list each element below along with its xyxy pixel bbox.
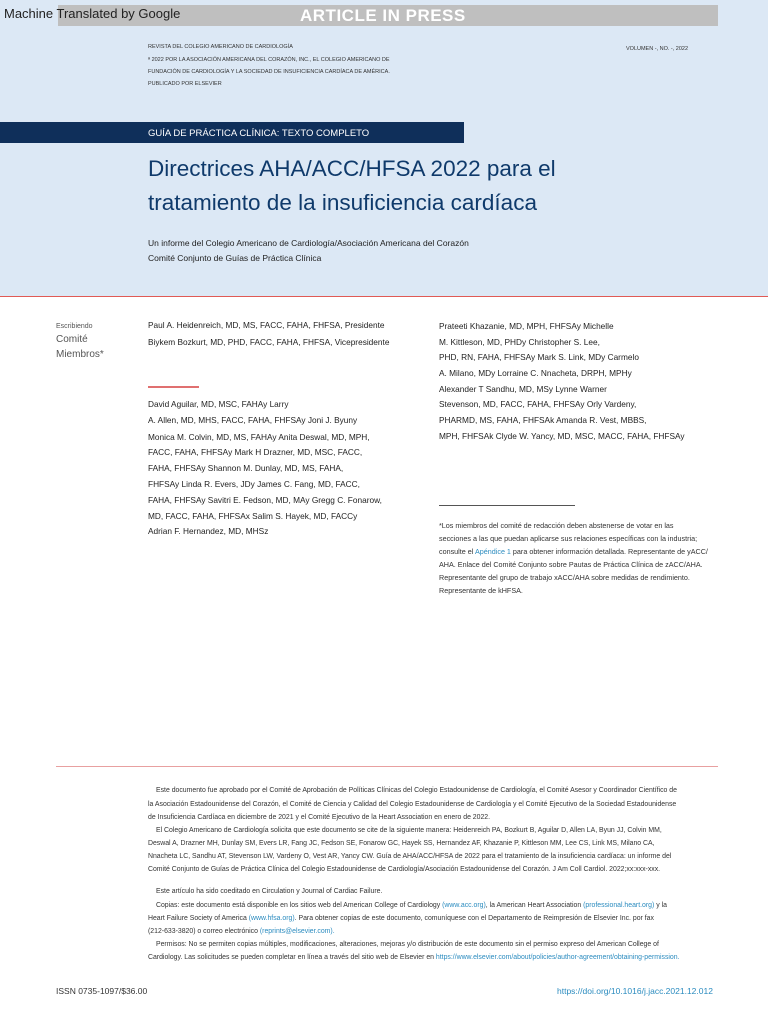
permissions-link[interactable]: https://www.elsevier.com/about/policies/author-agreement/obtaining-permission. [435, 954, 680, 961]
footnote-line: Comité Conjunto de Guías de Práctica Clínica del Colegio Estadounidense de Cardiología/Asociación Estadounidense del Corazón. J Am Coll Cardiol. 2022;xx:xxx-xxx. [148, 866, 661, 873]
member-line: Stevenson, MD, FACC, FAHA, FHFSAy Orly Vardeny, [439, 399, 637, 409]
footnote-line: Este artículo ha sido coeditado en Circulation y Journal of Cardiac Failure. [156, 888, 383, 895]
member-line: Adrian F. Hernandez, MD, MHSz [148, 526, 269, 536]
member-line: MD, FACC, FAHA, FHFSAx Salim S. Hayek, MD, FACCy [148, 511, 358, 521]
note-line: secciones a las que puedan aplicarse sus relaciones específicas con la industria; [439, 534, 698, 543]
member-line: Alexander T Sandhu, MD, MSy Lynne Warner [439, 384, 607, 394]
footnote-line: de Insuficiencia Cardíaca en diciembre de 2021 y el Comité Ejecutivo de la Heart Association en enero de 2022. [148, 814, 491, 821]
machine-translated-label: Machine Translated by Google [4, 6, 181, 21]
subtitle-line: Comité Conjunto de Guías de Práctica Clínica [148, 253, 322, 263]
footnote-line: El Colegio Americano de Cardiología solicita que este documento se cite de la siguiente manera: Heidenreich PA, Bozkurt B, Aguilar D, Allen LA, Byun JJ, Colvin MM, [156, 827, 662, 834]
member-line: FACC, FAHA, FHFSAy Mark H Drazner, MD, MSC, FACC, [148, 447, 363, 457]
subtitle-line: Un informe del Colegio Americano de Cardiología/Asociación Americana del Corazón [148, 238, 469, 248]
footnote-line: Permisos: No se permiten copias múltiples, modificaciones, alteraciones, mejoras y/o distribución de este documento sin el permiso expreso del American College of [156, 941, 659, 948]
footnote-line [148, 915, 654, 922]
side-label-line: Comité [56, 334, 88, 345]
member-line: A. Milano, MDy Lorraine C. Nnacheta, DRPH, MPHy [439, 368, 632, 378]
member-line: Prateeti Khazanie, MD, MPH, FHFSAy Michelle [439, 321, 614, 331]
header-divider [0, 296, 768, 297]
note-line: *Los miembros del comité de redacción deben abstenerse de votar en las [439, 521, 674, 530]
issn-label: ISSN 0735-1097/$36.00 [56, 986, 148, 996]
footnote-line [156, 902, 667, 909]
note-line: AHA. Enlace del Comité Conjunto sobre Pautas de Práctica Clínica de zACC/AHA. [439, 560, 703, 569]
footnote-line: Deswal A, Drazner MH, Dunlay SM, Evers LR, Fang JC, Fedson SE, Fonarow GC, Hayek SS, Hernandez AF, Khazanie P, Kittleson MM, Lee CS, Link MS, Milano CA, [148, 840, 655, 847]
heart-link[interactable]: (professional.heart.org) [583, 902, 655, 909]
footnote-text: y la [654, 902, 667, 909]
member-line: A. Allen, MD, MHS, FACC, FAHA, FHFSAy Joni J. Byuny [148, 415, 358, 425]
member-line: Monica M. Colvin, MD, MS, FAHAy Anita Deswal, MD, MPH, [148, 432, 370, 442]
side-label-small: Escribiendo [56, 323, 93, 330]
section-banner-label: GUÍA DE PRÁCTICA CLÍNICA: TEXTO COMPLETO [148, 128, 370, 139]
footnote-line [148, 954, 680, 961]
footnote-line: la Asociación Estadounidense del Corazón, el Comité de Ciencia y Calidad del Colegio Estadounidense de Cardiología y el Comité Ejecutivo de la Sociedad Estadounidense [148, 801, 677, 808]
member-line: FAHA, FHFSAy Savitri E. Fedson, MD, MAy Gregg C. Fonarow, [148, 495, 382, 505]
footnote-text: Copias: este documento está disponible en los sitios web del American College of Cardiology [156, 902, 443, 909]
member-line: PHARMD, MS, FAHA, FHFSAk Amanda R. Vest, MBBS, [439, 415, 647, 425]
member-line: David Aguilar, MD, MSC, FAHAy Larry [148, 399, 289, 409]
member-line: FHFSAy Linda R. Evers, JDy James C. Fang, MD, FACC, [148, 479, 360, 489]
vice-chair-name: Biykem Bozkurt, MD, PHD, FACC, FAHA, FHFSA, Vicepresidente [148, 337, 390, 347]
note-text: para obtener información detallada. Representante de yACC/ [510, 547, 708, 556]
member-line: M. Kittleson, MD, PHDy Christopher S. Lee, [439, 337, 600, 347]
note-line [439, 547, 708, 556]
footnote-text: Heart Failure Society of America [148, 915, 249, 922]
journal-volume: VOLUMEN -, NO. -, 2022 [626, 46, 689, 52]
copyright-line: FUNDACIÓN DE CARDIOLOGÍA Y LA SOCIEDAD DE INSUFICIENCIA CARDÍACA DE AMÉRICA. [148, 69, 390, 75]
page-title-line: Directrices AHA/ACC/HFSA 2022 para el [148, 156, 556, 181]
hfsa-link[interactable]: (www.hfsa.org) [248, 915, 295, 922]
copyright-line: ª 2022 POR LA ASOCIACIÓN AMERICANA DEL CORAZÓN, INC., EL COLEGIO AMERICANO DE [148, 57, 390, 63]
members-divider [148, 386, 199, 388]
note-line: Representante del grupo de trabajo xACC/AHA sobre medidas de rendimiento. [439, 573, 690, 582]
header-background [0, 0, 768, 296]
page-title-line: tratamiento de la insuficiencia cardíaca [148, 190, 537, 215]
member-line: MPH, FHFSAk Clyde W. Yancy, MD, MSC, MACC, FAHA, FHFSAy [439, 431, 685, 441]
footnote-line: Nnacheta LC, Sandhu AT, Stevenson LW, Vardeny O, Vest AR, Yancy CW. Guía de AHA/ACC/HFSA de 2022 para el tratamiento de la insuficiencia cardíaca: un informe del [148, 853, 672, 860]
footnote-text: , la American Heart Association [485, 902, 584, 909]
reprints-email-link[interactable]: (reprints@elsevier.com). [259, 928, 335, 935]
note-line: Representante de kHFSA. [439, 586, 523, 595]
acc-link[interactable]: (www.acc.org) [442, 902, 486, 909]
journal-name: REVISTA DEL COLEGIO AMERICANO DE CARDIOLOGÍA [148, 44, 293, 50]
member-line: PHD, RN, FAHA, FHFSAy Mark S. Link, MDy Carmelo [439, 352, 639, 362]
footnote-line [148, 928, 335, 935]
note-text: consulte el [439, 547, 475, 556]
article-in-press-label: ARTICLE IN PRESS [300, 6, 466, 25]
footnote-text: . Para obtener copias de este documento, comuníquese con el Departamento de Reimpresión de Elsevier Inc. por fax [294, 915, 654, 922]
note-divider [439, 505, 575, 506]
doi-link[interactable]: https://doi.org/10.1016/j.jacc.2021.12.012 [557, 986, 713, 996]
member-line: FAHA, FHFSAy Shannon M. Dunlay, MD, MS, FAHA, [148, 463, 344, 473]
appendix-link[interactable]: Apéndice 1 [474, 547, 511, 556]
footnote-text: (212-633-3820) o correo electrónico [148, 928, 260, 935]
footnotes-divider [56, 766, 718, 767]
side-label-line: Miembros* [56, 349, 104, 360]
footnote-text: Cardiology. Las solicitudes se pueden completar en línea a través del sitio web de Elsevier en [148, 954, 436, 961]
footnote-line: Este documento fue aprobado por el Comité de Aprobación de Políticas Clínicas del Colegio Estadounidense de Cardiología, el Comité Asesor y Coordinador Científico de [156, 787, 677, 794]
copyright-line: PUBLICADO POR ELSEVIER [148, 81, 222, 87]
chair-name: Paul A. Heidenreich, MD, MS, FACC, FAHA, FHFSA, Presidente [148, 320, 385, 330]
